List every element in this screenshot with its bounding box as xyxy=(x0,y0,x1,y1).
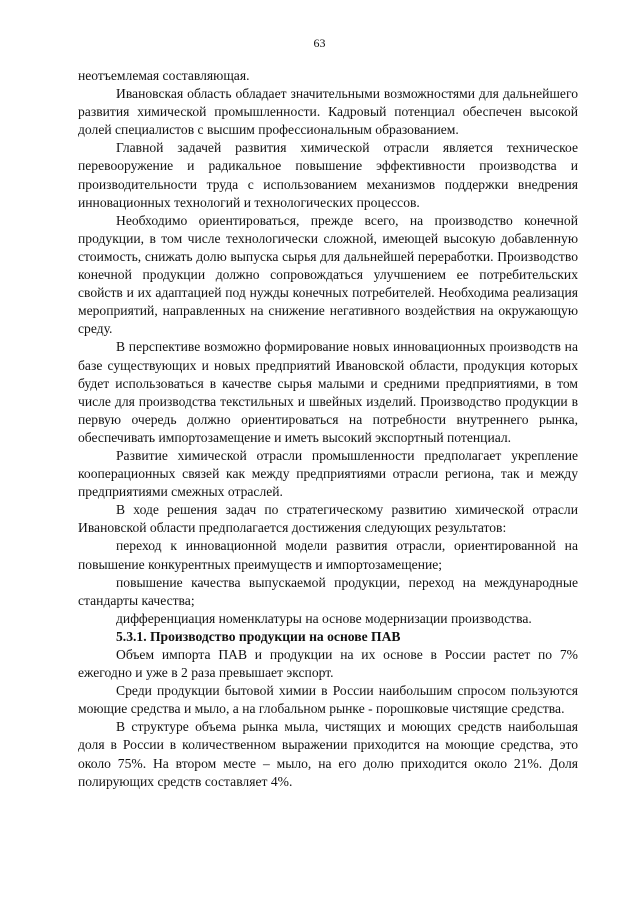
page-content xyxy=(78,67,578,791)
paragraph: неотъемлемая составляющая. xyxy=(78,68,250,83)
section-heading: 5.3.1. Производство продукции на основе ПАВ xyxy=(116,628,401,644)
paragraph: Развитие химической отрасли промышленности предполагает укрепление кооперационных связей как между предприятиями отрасли региона, так и между предприятиями смежных отраслей. xyxy=(78,447,578,500)
list-item: дифференциация номенклатуры на основе модернизации производства. xyxy=(116,610,532,626)
paragraph: В перспективе возможно формирование новых инновационных производств на базе существующих и новых предприятий Ивановской области, продукция которых будет использоваться в качестве сырья малыми и средними предприятиями, в том числе для производства текстильных и швейных изделий. Производство продукции в первую очередь должно ориентироваться на потребности внутреннего рынка, обеспечивать импортозамещение и иметь высокий экспортный потенциал. xyxy=(78,339,578,445)
page-number: 63 xyxy=(313,36,326,50)
paragraph: В ходе решения задач по стратегическому развитию химической отрасли Ивановской области предполагается достижения следующих результатов: xyxy=(78,502,578,536)
list-item: повышение качества выпускаемой продукции, переход на международные стандарты качества; xyxy=(78,574,578,608)
paragraph: В структуре объема рынка мыла, чистящих и моющих средств наибольшая доля в России в количественном выражении приходится на моющие средства, это около 75%. На втором месте – мыло, на его долю приходится около 21%. Доля полирующих средств составляет 4%. xyxy=(78,719,578,789)
paragraph: Объем импорта ПАВ и продукции на их основе в России растет по 7% ежегодно и уже в 2 раза превышает экспорт. xyxy=(78,647,578,681)
list-item: переход к инновационной модели развития отрасли, ориентированной на повышение конкурентных преимуществ и импортозамещение; xyxy=(78,538,578,572)
paragraph: Среди продукции бытовой химии в России наибольшим спросом пользуются моющие средства и мыло, а на глобальном рынке - порошковые чистящие средства. xyxy=(78,683,578,717)
paragraph: Необходимо ориентироваться, прежде всего, на производство конечной продукции, в том числе технологически сложной, имеющей высокую добавленную стоимость, снижать долю выпуска сырья для дальнейшей переработки. Производство конечной продукции должно сопровождаться улучшением ее потребительских свойств и их адаптацией под нужды конечных потребителей. Необходима реализация мероприятий, направленных на снижение негативного воздействия на окружающую среду. xyxy=(78,212,578,337)
paragraph: Главной задачей развития химической отрасли является техническое перевооружение и радикальное повышение эффективности производства и производительности труда с использованием механизмов поддержки внедрения инновационных технологий и технологических процессов. xyxy=(78,140,578,210)
paragraph: Ивановская область обладает значительными возможностями для дальнейшего развития химической промышленности. Кадровый потенциал обеспечен высокой долей специалистов с высшим профессиональным образованием. xyxy=(78,86,578,138)
